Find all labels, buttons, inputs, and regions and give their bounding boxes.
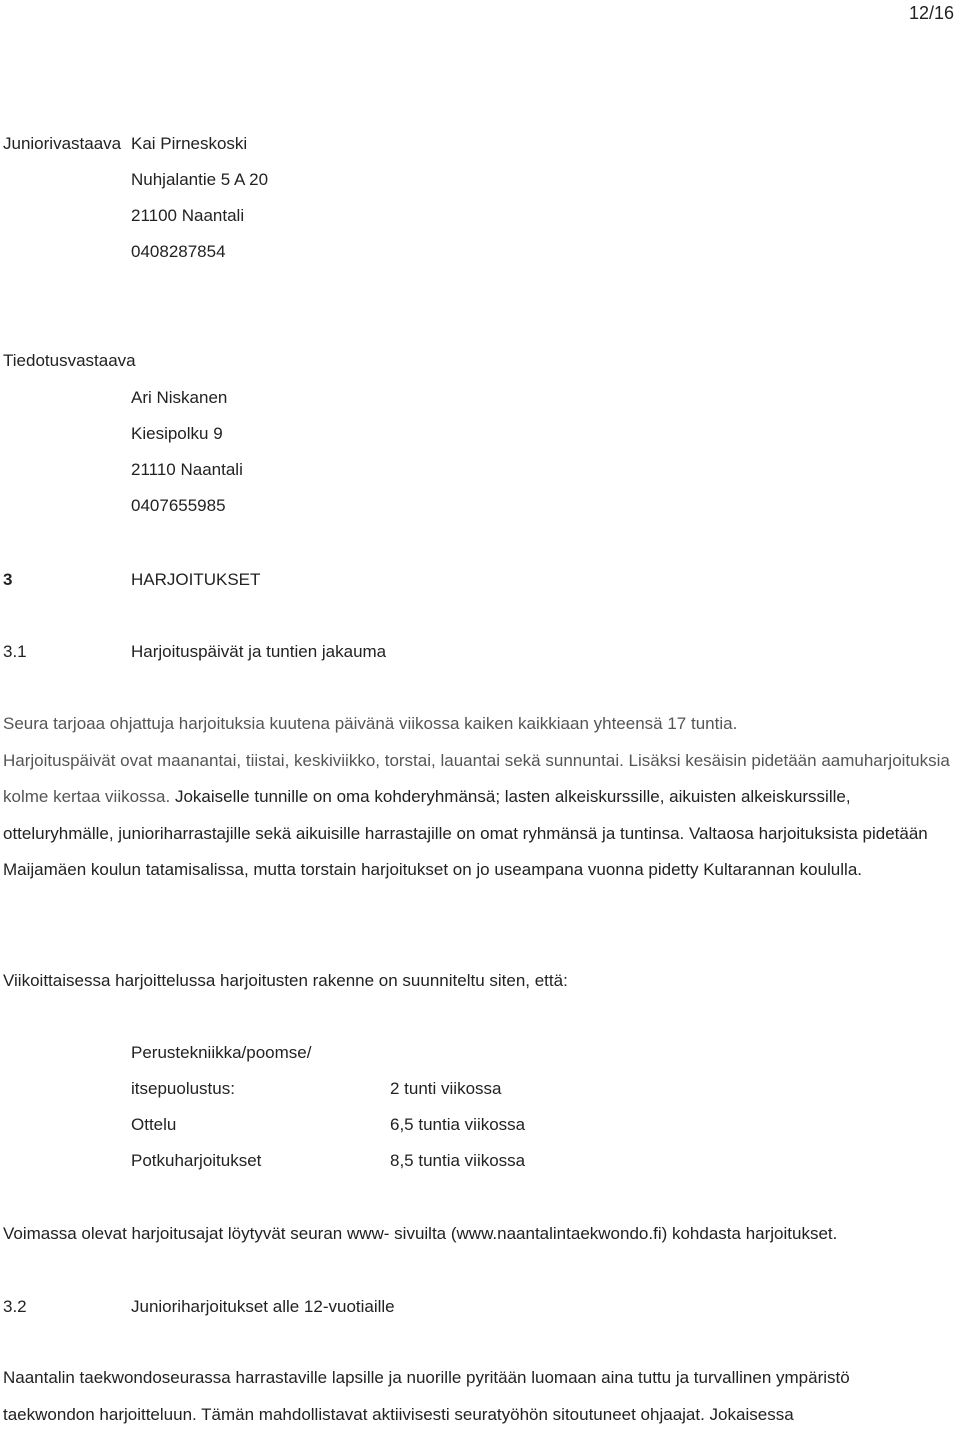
section-3-2-number: 3.2 — [3, 1297, 27, 1316]
info-contact-street: Kiesipolku 9 — [131, 424, 223, 443]
schedule-label-line1: Perustekniikka/poomse/ — [131, 1043, 312, 1062]
junior-training-paragraph: Naantalin taekwondoseurassa harrastaville lapsille ja nuorille pyritään luomaan aina tuttu ja turvallinen ympäristö taekwondon harjoitteluun. Tämän mahdollistavat aktiivisesti seuratyöhön sitoutuneet ohjaajat. Jokaisessa — [3, 1368, 850, 1424]
schedule-hours: 2 tunti viikossa — [390, 1079, 502, 1098]
schedule-hours: 8,5 tuntia viikossa — [390, 1151, 526, 1170]
training-times-note: Voimassa olevat harjoitusajat löytyvät seuran www- sivuilta (www.naantalintaekwondo.fi) kohdasta harjoitukset. — [3, 1224, 838, 1243]
section-3-1-number: 3.1 — [3, 642, 27, 661]
junior-contact-city: 21100 Naantali — [131, 206, 245, 225]
junior-contact-phone: 0408287854 — [131, 242, 226, 261]
info-contact-city: 21110 Naantali — [131, 460, 243, 479]
schedule-label: Potkuharjoitukset — [131, 1151, 262, 1170]
info-contact-role: Tiedotusvastaava — [3, 351, 136, 370]
paragraph-lead: Seura tarjoaa ohjattuja harjoituksia kuutena päivänä viikossa kaiken kaikkiaan yhteensä 17 tuntia. — [3, 714, 738, 733]
training-days-paragraph — [3, 706, 953, 889]
section-3-1-title: Harjoituspäivät ja tuntien jakauma — [131, 642, 387, 661]
info-contact-phone: 0407655985 — [131, 496, 226, 515]
junior-contact-street: Nuhjalantie 5 A 20 — [131, 170, 269, 189]
junior-contact-name: Kai Pirneskoski — [131, 134, 248, 153]
schedule-label-line2: itsepuolustus: — [131, 1079, 235, 1098]
page-number: 12/16 — [908, 3, 954, 23]
paragraph-groups: Jokaiselle tunnille on oma kohderyhmänsä; lasten alkeiskurssille, aikuisten alkeiskurssille, otteluryhmälle, junioriharrastajille sekä aikuisille harrastajille on omat ryhmänsä ja tuntinsa. Valtaosa harjoituksista pidetään Maijamäen koulun tatamisalissa, mutta torstain harjoitukset on jo useampana vuonna pidetty Kultarannan koululla. — [3, 787, 928, 879]
info-contact-name: Ari Niskanen — [131, 388, 228, 407]
paragraph-days: Harjoituspäivät ovat maanantai, tiistai, keskiviikko, torstai, lauantai sekä sunnuntai. Lisäksi kesäisin pidetään aamuharjoituksia kolme kertaa viikossa. — [3, 750, 950, 806]
section-3-number: 3 — [3, 570, 13, 589]
junior-contact-role: Juniorivastaava — [3, 134, 122, 153]
schedule-hours: 6,5 tuntia viikossa — [390, 1115, 526, 1134]
schedule-label: Ottelu — [131, 1115, 177, 1134]
section-3-2-title: Junioriharjoitukset alle 12-vuotiaille — [131, 1297, 395, 1316]
section-3-title: HARJOITUKSET — [131, 570, 261, 589]
structure-intro: Viikoittaisessa harjoittelussa harjoitusten rakenne on suunniteltu siten, että: — [3, 971, 568, 990]
